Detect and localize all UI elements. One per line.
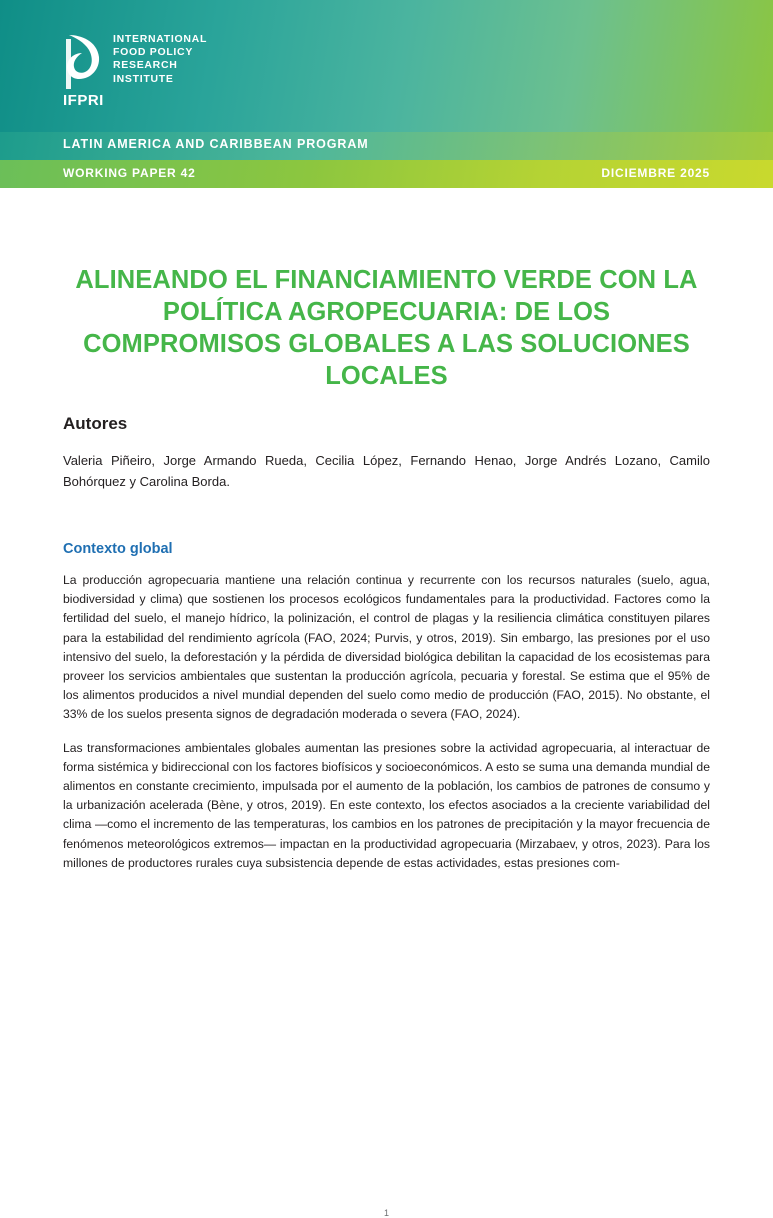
section-heading-contexto-global: Contexto global <box>63 541 173 557</box>
publication-date: DICIEMBRE 2025 <box>601 166 710 180</box>
ifpri-abbreviation: IFPRI <box>63 92 104 109</box>
authors-heading: Autores <box>63 414 128 433</box>
page-number: 1 <box>383 1208 389 1218</box>
body-paragraph-2: Las transformaciones ambientales globales aumentan las presiones sobre la actividad agropecuaria, al interactuar de forma sistémica y bidireccional con los factores biofísicos y socioeconómicos. A esto se suma una demanda mundial de alimentos en constante crecimiento, impulsada por el aumento de la población, los cambios de patrones de consumo y la urbanización acelerada (Bène, y otros, 2019). En este contexto, los efectos asociados a la creciente variabilidad del clima —como el incremento de las temperaturas, los cambios en los patrones de precipitación y la mayor frecuencia de fenómenos meteorológicos extremos— impactan en la productividad agropecuaria (Mirzabaev, y otros, 2023). Para los millones de productores rurales cuya subsistencia depende de estas actividades, estas presiones com- <box>63 740 710 870</box>
program-label: LATIN AMERICA AND CARIBBEAN PROGRAM <box>63 137 369 151</box>
page-content <box>0 264 773 1218</box>
page-title: ALINEANDO EL FINANCIAMIENTO VERDE CON LA POLÍTICA AGROPECUARIA: DE LOS COMPROMISOS GLOBALES A LAS SOLUCIONES LOCALES <box>75 266 698 390</box>
ifpri-logo-text <box>113 33 207 86</box>
logo-line-4: INSTITUTE <box>113 72 174 85</box>
ifpri-leaf-logo-icon <box>63 33 103 91</box>
logo-line-1: INTERNATIONAL <box>113 33 208 45</box>
working-paper-bar <box>0 160 773 188</box>
header-band <box>0 0 773 132</box>
working-paper-label: WORKING PAPER 42 <box>63 166 196 180</box>
logo-line-3: RESEARCH <box>113 59 178 72</box>
ifpri-logo <box>63 33 207 91</box>
body-paragraph-1: La producción agropecuaria mantiene una relación continua y recurrente con los recursos naturales (suelo, agua, biodiversidad y clima) que sostienen los procesos ecológicos fundamentales para la productividad. Factores como la fertilidad del suelo, el manejo hídrico, la polinización, el control de plagas y la resiliencia climática constituyen pilares para la estabilidad del rendimiento agrícola (FAO, 2024; Purvis, y otros, 2019). Sin embargo, las presiones por el uso intensivo del suelo, la deforestación y la pérdida de diversidad biológica debilitan la capacidad de los ecosistemas para proveer los servicios ambientales que sustentan la producción agrícola, pecuaria y forestal. Se estima que el 95% de los alimentos producidos a nivel mundial dependen del suelo como medio de producción (FAO, 2015). No obstante, el 33% de los suelos presenta signos de degradación moderada o severa (FAO, 2024). <box>63 573 710 722</box>
program-bar <box>0 132 773 160</box>
logo-line-2: FOOD POLICY <box>113 46 194 59</box>
authors-list: Valeria Piñeiro, Jorge Armando Rueda, Cecilia López, Fernando Henao, Jorge Andrés Lozano, Camilo Bohórquez y Carolina Borda. <box>63 453 710 489</box>
